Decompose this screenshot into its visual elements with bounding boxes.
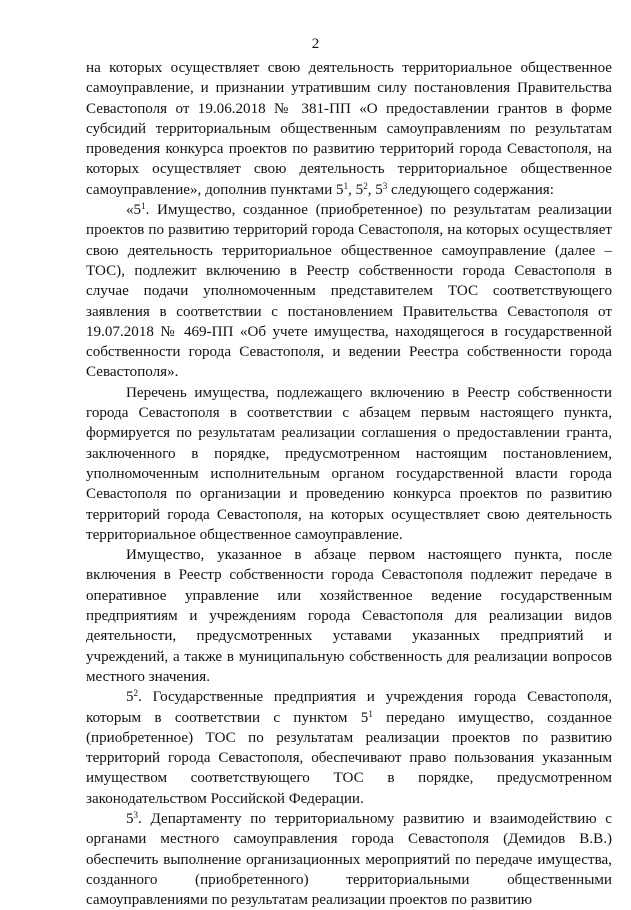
p1-text: . Имущество, созданное (приобретенное) по результатам реализации проектов по развитию территорий города Севастополя, на которых осуществляет свою деятельность территориальное общественное самоуправление (далее – ТОС), подлежит включению в Реестр собственности города Севастополя в случае подачи уполномоченным представителем ТОС соответствующего заявления в соответствии с постановлением Правительства Севастополя от 19.07.2018 № 469-ПП «Об учете имущества, находящегося в государственной собственности города Севастополя, и ведении Реестра собственности города Севастополя». — [86, 202, 612, 381]
p4-num: 5 — [126, 689, 134, 706]
document-body — [86, 58, 612, 910]
intro-text: на которых осуществляет свою деятельность территориальное общественное самоуправление, и признании утратившим силу постановления Правительства Севастополя от 19.06.2018 № 381-ПП «О предоставлении грантов в форме субсидий территориальным общественным самоуправлениям по результатам проведения конкурса проектов по развитию территорий города Севастополя, на которых осуществляет свою деятельность территориальное общественное самоуправление», дополнив пунктами 5 — [86, 60, 612, 198]
paragraph-5-1 — [86, 200, 612, 383]
p1-sup: 1 — [141, 201, 146, 212]
p4-sup: 2 — [133, 688, 139, 699]
p4-ref-sup: 1 — [368, 708, 373, 719]
p5-sup: 3 — [133, 809, 139, 820]
paragraph-5-3 — [86, 809, 612, 910]
intro-paragraph — [86, 58, 612, 200]
p5-text: . Департаменту по территориальному развитию и взаимодействию с органами местного самоуправления города Севастополя (Демидов В.В.) обеспечить выполнение организационных мероприятий по передаче имущества, созданного (приобретенного) территориальными общественными самоуправлениями по результатам реализации проектов по развитию — [86, 810, 612, 909]
intro-sep-2: , 5 — [367, 181, 383, 198]
paragraph-5-2 — [86, 687, 612, 809]
paragraph-list: Перечень имущества, подлежащего включению в Реестр собственности города Севастополя в соответствии с абзацем первым настоящего пункта, формируется по результатам реализации соглашения о предоставлении гранта, заключенного в порядке, предусмотренном настоящим постановлением, уполномоченным исполнительным органом государственной власти города Севастополя по организации и проведению конкурса проектов по развитию территорий города Севастополя, на которых осуществляет свою деятельность территориальное общественное самоуправление. — [86, 384, 612, 543]
p4-text-a: . Государственные предприятия и учреждения города Севастополя, которым в соответствии с пунктом 5 — [86, 689, 612, 726]
intro-sup-3: 3 — [382, 180, 388, 191]
page-number: 2 — [311, 36, 320, 52]
intro-sup-1: 1 — [343, 180, 349, 191]
intro-sep-1: , 5 — [348, 181, 364, 198]
p5-num: 5 — [126, 810, 134, 827]
p4-text-b: передано имущество, созданное (приобретенное) ТОС по результатам реализации проектов по развитию территорий города Севастополя, обеспечивают право пользования указанным имуществом соответствующего ТОС в порядке, предусмотренном законодательством Российской Федерации. — [86, 709, 613, 807]
intro-tail: следующего содержания: — [387, 181, 554, 198]
p1-open: «5 — [126, 202, 142, 219]
paragraph-property: Имущество, указанное в абзаце первом настоящего пункта, после включения в Реестр собственности города Севастополя подлежит передаче в оперативное управление или хозяйственное ведение государственным предприятиям и учреждениям города Севастополя для реализации видов деятельности, предусмотренных уставами указанных предприятий и учреждений, а также в муниципальную собственность для реализации вопросов местного значения. — [86, 547, 612, 685]
intro-sup-2: 2 — [363, 180, 368, 191]
